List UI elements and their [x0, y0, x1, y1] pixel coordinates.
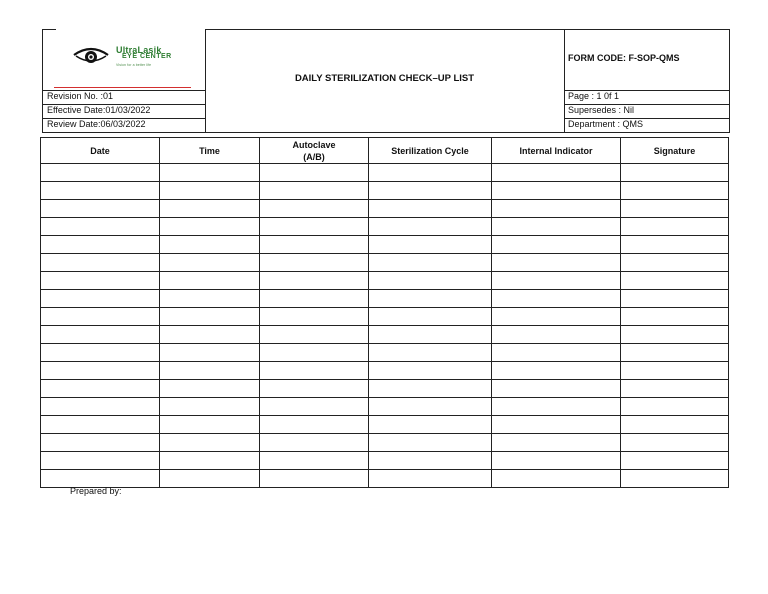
internal-indicator-cell[interactable] [492, 164, 621, 182]
autoclave-cell[interactable] [260, 434, 369, 452]
table-row [41, 434, 729, 452]
signature-cell[interactable] [621, 182, 729, 200]
header-border-top [205, 29, 730, 30]
time-cell[interactable] [160, 470, 260, 488]
date-cell[interactable] [41, 290, 160, 308]
table-row [41, 164, 729, 182]
table-row [41, 236, 729, 254]
internal-indicator-cell[interactable] [492, 272, 621, 290]
internal-indicator-cell[interactable] [492, 182, 621, 200]
time-cell[interactable] [160, 272, 260, 290]
signature-cell[interactable] [621, 344, 729, 362]
date-cell[interactable] [41, 416, 160, 434]
column-header-date [41, 138, 160, 164]
date-cell[interactable] [41, 218, 160, 236]
sterilization-log-table [40, 137, 729, 488]
eye-icon [72, 46, 110, 66]
signature-cell[interactable] [621, 236, 729, 254]
internal-indicator-cell[interactable] [492, 452, 621, 470]
company-logo [42, 29, 205, 90]
sterilization-cycle-cell[interactable] [369, 272, 492, 290]
column-header-signature [621, 138, 729, 164]
signature-cell[interactable] [621, 416, 729, 434]
table-row [41, 218, 729, 236]
time-cell[interactable] [160, 362, 260, 380]
signature-cell[interactable] [621, 326, 729, 344]
autoclave-cell[interactable] [260, 290, 369, 308]
table-row [41, 470, 729, 488]
time-cell[interactable] [160, 326, 260, 344]
column-header-label: Autoclave [292, 139, 336, 150]
internal-indicator-cell[interactable] [492, 416, 621, 434]
autoclave-cell[interactable] [260, 164, 369, 182]
time-cell[interactable] [160, 398, 260, 416]
page-title: DAILY STERILIZATION CHECK–UP LIST [294, 73, 475, 84]
internal-indicator-cell[interactable] [492, 290, 621, 308]
sterilization-cycle-cell[interactable] [369, 326, 492, 344]
column-header-time [160, 138, 260, 164]
time-cell[interactable] [160, 308, 260, 326]
table-row [41, 326, 729, 344]
autoclave-cell[interactable] [260, 218, 369, 236]
date-cell[interactable] [41, 380, 160, 398]
table-row [41, 416, 729, 434]
date-cell[interactable] [41, 452, 160, 470]
signature-cell[interactable] [621, 272, 729, 290]
table-row [41, 200, 729, 218]
signature-cell[interactable] [621, 380, 729, 398]
time-cell[interactable] [160, 344, 260, 362]
internal-indicator-cell[interactable] [492, 308, 621, 326]
table-row [41, 254, 729, 272]
sterilization-cycle-cell[interactable] [369, 218, 492, 236]
internal-indicator-cell[interactable] [492, 398, 621, 416]
internal-indicator-cell[interactable] [492, 236, 621, 254]
autoclave-cell[interactable] [260, 236, 369, 254]
sterilization-cycle-cell[interactable] [369, 182, 492, 200]
sterilization-cycle-cell[interactable] [369, 362, 492, 380]
internal-indicator-cell[interactable] [492, 326, 621, 344]
signature-cell[interactable] [621, 398, 729, 416]
column-header-label: Sterilization Cycle [391, 145, 469, 156]
date-cell[interactable] [41, 398, 160, 416]
date-cell[interactable] [41, 254, 160, 272]
internal-indicator-cell[interactable] [492, 434, 621, 452]
table-row [41, 398, 729, 416]
table-row [41, 362, 729, 380]
date-cell[interactable] [41, 200, 160, 218]
time-cell[interactable] [160, 236, 260, 254]
column-header-internal-indicator [492, 138, 621, 164]
table-header-row [41, 138, 729, 164]
sterilization-cycle-cell[interactable] [369, 254, 492, 272]
column-header-label: Internal Indicator [519, 145, 593, 156]
time-cell[interactable] [160, 452, 260, 470]
sterilization-cycle-cell[interactable] [369, 236, 492, 254]
sterilization-cycle-cell[interactable] [369, 434, 492, 452]
autoclave-cell[interactable] [260, 398, 369, 416]
time-cell[interactable] [160, 416, 260, 434]
internal-indicator-cell[interactable] [492, 380, 621, 398]
table-row [41, 452, 729, 470]
autoclave-cell[interactable] [260, 308, 369, 326]
time-cell[interactable] [160, 218, 260, 236]
signature-cell[interactable] [621, 164, 729, 182]
time-cell[interactable] [160, 290, 260, 308]
header-border-bottom [42, 132, 730, 133]
sterilization-cycle-cell[interactable] [369, 344, 492, 362]
column-header-label: Date [90, 145, 110, 156]
autoclave-cell[interactable] [260, 470, 369, 488]
time-cell[interactable] [160, 182, 260, 200]
logo-underline [54, 87, 191, 88]
autoclave-cell[interactable] [260, 272, 369, 290]
signature-cell[interactable] [621, 218, 729, 236]
effective-date: Effective Date:01/03/2022 [47, 105, 151, 115]
table-row [41, 272, 729, 290]
date-cell[interactable] [41, 362, 160, 380]
date-cell[interactable] [41, 470, 160, 488]
document-header [42, 29, 730, 133]
internal-indicator-cell[interactable] [492, 254, 621, 272]
sterilization-cycle-cell[interactable] [369, 452, 492, 470]
date-cell[interactable] [41, 344, 160, 362]
signature-cell[interactable] [621, 254, 729, 272]
department: Department : QMS [568, 119, 644, 129]
time-cell[interactable] [160, 164, 260, 182]
sterilization-cycle-cell[interactable] [369, 398, 492, 416]
logo-name-line2: EYE CENTER [122, 53, 172, 60]
autoclave-cell[interactable] [260, 254, 369, 272]
table-row [41, 308, 729, 326]
column-header-label: Time [199, 145, 220, 156]
signature-cell[interactable] [621, 290, 729, 308]
time-cell[interactable] [160, 200, 260, 218]
autoclave-cell[interactable] [260, 326, 369, 344]
date-cell[interactable] [41, 308, 160, 326]
signature-cell[interactable] [621, 200, 729, 218]
sterilization-cycle-cell[interactable] [369, 380, 492, 398]
signature-cell[interactable] [621, 308, 729, 326]
sterilization-cycle-cell[interactable] [369, 416, 492, 434]
table-body [41, 164, 729, 488]
table-row [41, 182, 729, 200]
form-code: FORM CODE: F-SOP-QMS [568, 53, 680, 63]
signature-cell[interactable] [621, 470, 729, 488]
sterilization-cycle-cell[interactable] [369, 290, 492, 308]
internal-indicator-cell[interactable] [492, 362, 621, 380]
page-number: Page : 1 0f 1 [568, 91, 620, 101]
internal-indicator-cell[interactable] [492, 344, 621, 362]
signature-cell[interactable] [621, 362, 729, 380]
internal-indicator-cell[interactable] [492, 470, 621, 488]
internal-indicator-cell[interactable] [492, 200, 621, 218]
signature-cell[interactable] [621, 452, 729, 470]
column-header-sublabel: (A/B) [303, 151, 325, 162]
date-cell[interactable] [41, 272, 160, 290]
column-header-sterilization-cycle [369, 138, 492, 164]
time-cell[interactable] [160, 380, 260, 398]
review-date: Review Date:06/03/2022 [47, 119, 146, 129]
sterilization-cycle-cell[interactable] [369, 308, 492, 326]
column-header-label: Signature [653, 145, 696, 156]
column-header-autoclave [260, 138, 369, 164]
sterilization-cycle-cell[interactable] [369, 200, 492, 218]
prepared-by-label: Prepared by: [70, 486, 122, 496]
autoclave-cell[interactable] [260, 380, 369, 398]
table-row [41, 380, 729, 398]
autoclave-cell[interactable] [260, 200, 369, 218]
table-row [41, 290, 729, 308]
date-cell[interactable] [41, 326, 160, 344]
logo-tagline: Vision for a better life [116, 63, 152, 67]
revision-number: Revision No. :01 [47, 91, 114, 101]
autoclave-cell[interactable] [260, 416, 369, 434]
date-cell[interactable] [41, 164, 160, 182]
sterilization-cycle-cell[interactable] [369, 164, 492, 182]
autoclave-cell[interactable] [260, 362, 369, 380]
signature-cell[interactable] [621, 434, 729, 452]
date-cell[interactable] [41, 236, 160, 254]
date-cell[interactable] [41, 182, 160, 200]
time-cell[interactable] [160, 434, 260, 452]
autoclave-cell[interactable] [260, 344, 369, 362]
date-cell[interactable] [41, 434, 160, 452]
time-cell[interactable] [160, 254, 260, 272]
table-row [41, 344, 729, 362]
autoclave-cell[interactable] [260, 452, 369, 470]
supersedes: Supersedes : Nil [568, 105, 635, 115]
logo-name-line1: UltraLasik [116, 45, 162, 55]
internal-indicator-cell[interactable] [492, 218, 621, 236]
autoclave-cell[interactable] [260, 182, 369, 200]
sterilization-cycle-cell[interactable] [369, 470, 492, 488]
